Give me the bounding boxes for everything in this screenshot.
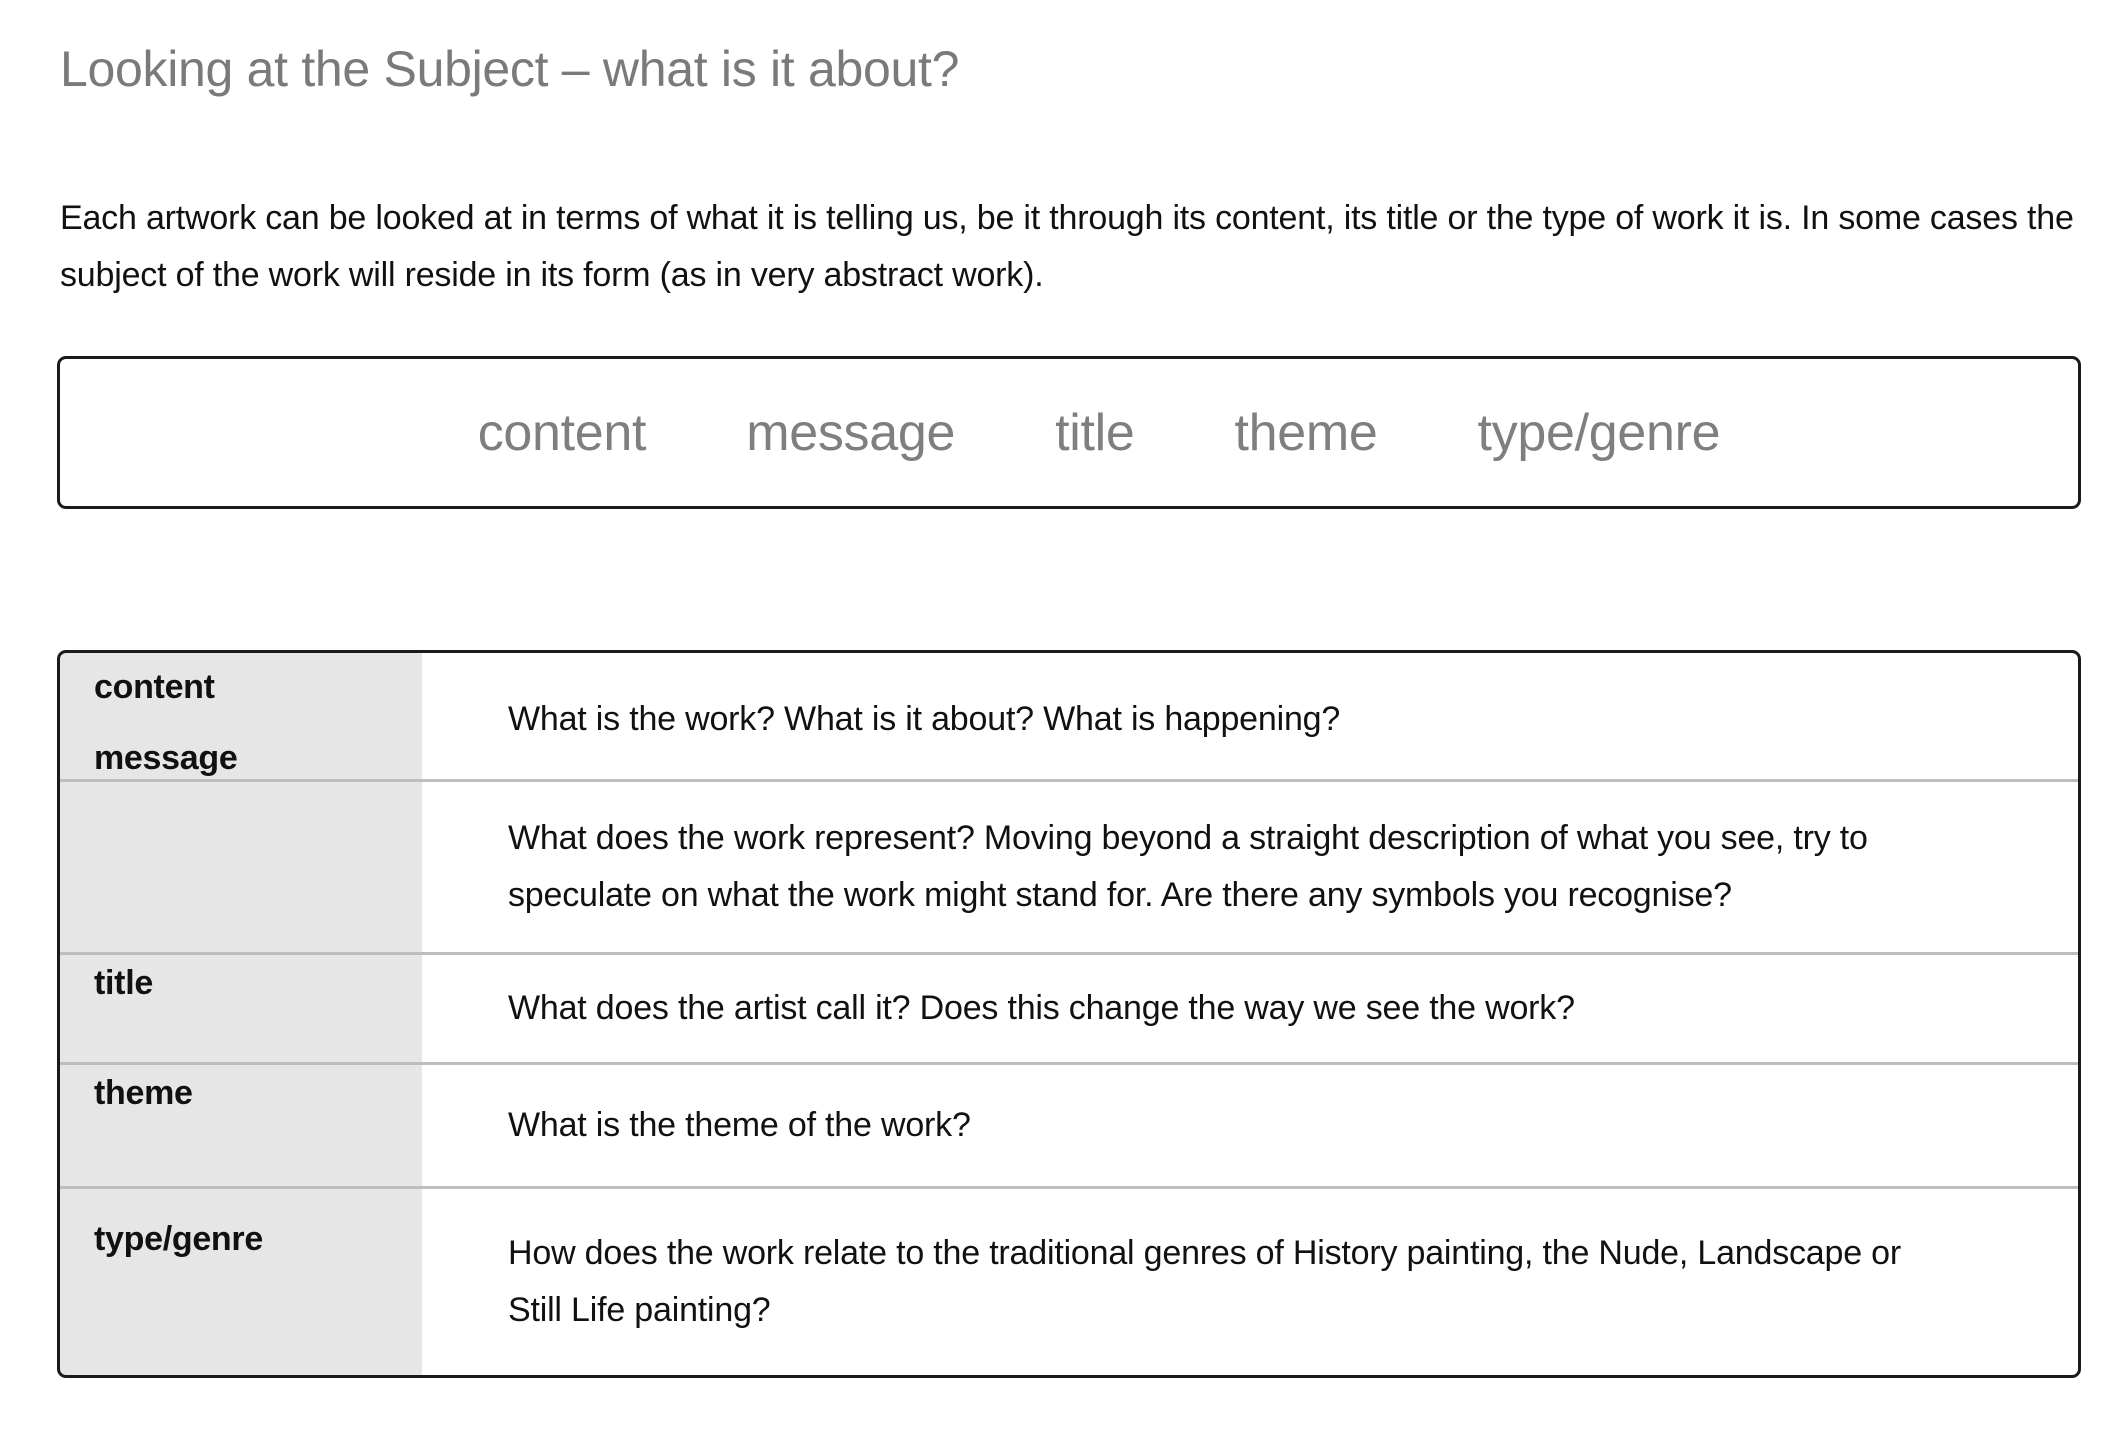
keyword-box bbox=[57, 356, 2081, 509]
row-description: How does the work relate to the traditional genres of History painting, the Nude, Landscape or Still Life painting? bbox=[508, 1234, 1902, 1329]
subject-table bbox=[57, 650, 2081, 1378]
table-row-message bbox=[60, 739, 2078, 955]
table-row-type-genre bbox=[60, 1189, 2078, 1375]
row-description: What is the work? What is it about? What is happening? bbox=[508, 699, 1341, 738]
row-description: What does the work represent? Moving beyond a straight description of what you see, try to speculate on what the work might stand for. Are there any symbols you recognise? bbox=[508, 819, 1868, 914]
row-term: theme bbox=[94, 1074, 193, 1112]
row-term: type/genre bbox=[94, 1220, 263, 1258]
table-row-theme bbox=[60, 1065, 2078, 1189]
row-description: What does the artist call it? Does this change the way we see the work? bbox=[508, 989, 1575, 1027]
keyword-content: content bbox=[477, 403, 647, 462]
intro-paragraph: Each artwork can be looked at in terms of what it is telling us, be it through its content, its title or the type of work it is. In some cases the subject of the work will reside in its form (as in very abstract work). bbox=[60, 199, 2074, 294]
row-term: message bbox=[94, 739, 238, 777]
keyword-theme: theme bbox=[1234, 403, 1378, 462]
keyword-message: message bbox=[746, 403, 956, 462]
row-term: content bbox=[94, 668, 215, 706]
row-description: What is the theme of the work? bbox=[508, 1106, 971, 1144]
row-term: title bbox=[94, 964, 153, 1002]
table-row-title bbox=[60, 955, 2078, 1065]
page-title: Looking at the Subject – what is it about? bbox=[60, 41, 960, 97]
keyword-title: title bbox=[1055, 403, 1135, 462]
keyword-type-genre: type/genre bbox=[1477, 403, 1721, 462]
